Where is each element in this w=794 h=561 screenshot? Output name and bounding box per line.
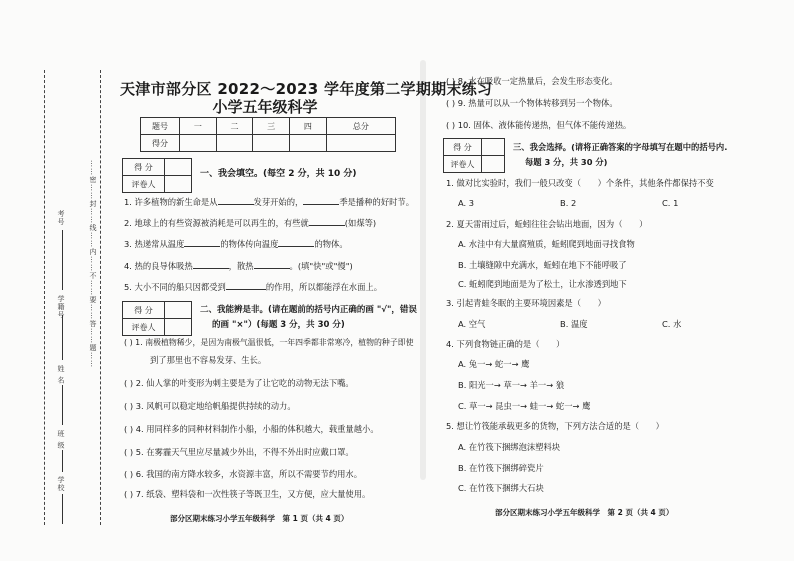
section1-heading: 一、我会填空。(每空 2 分，共 10 分)	[200, 169, 357, 179]
name-field[interactable]	[62, 385, 63, 425]
exam-title: 天津市部分区 2022～2023 学年度第二学期期末练习	[120, 80, 493, 98]
grader-cell[interactable]	[165, 319, 192, 336]
answer-blank[interactable]	[218, 196, 254, 205]
page-footer-1: 部分区期末练习小学五年级科学 第 1 页（共 4 页）	[170, 514, 349, 523]
s3-q1-option-a[interactable]: A. 3	[458, 198, 475, 208]
s3-question-2: 2. 夏天雷雨过后，蚯蚓往往会钻出地面，因为（ ）	[446, 219, 648, 229]
s2-question-8: ( ) 8. 水在吸收一定热量后，会发生形态变化。	[446, 76, 618, 86]
score-cell[interactable]	[216, 135, 253, 152]
s3-q5-option-a[interactable]: A. 在竹筏下捆绑泡沫塑料块	[458, 442, 561, 452]
s1-question-3: 3. 热递常从温度 的物体传向温度 的物体。	[124, 239, 348, 249]
s3-q2-option-c[interactable]: C. 蚯蚓爬到地面是为了松土，让水渗透到地下	[458, 279, 627, 289]
s3-q3-option-a[interactable]: A. 空气	[458, 319, 486, 329]
name-label: 姓 名	[57, 365, 65, 385]
binding-strip	[40, 70, 115, 525]
score-table	[140, 117, 396, 152]
grader-cell[interactable]	[165, 176, 192, 193]
grader-label: 评卷人	[123, 319, 165, 336]
grader-score-cell[interactable]	[165, 159, 192, 176]
s3-q1-option-c[interactable]: C. 1	[662, 198, 679, 208]
s2-question-5: ( ) 5. 在雾霾天气里应尽量减少外出，不得不外出时应戴口罩。	[124, 447, 354, 457]
score-col-3: 三	[253, 118, 290, 135]
class-label: 班 级	[57, 430, 65, 450]
section3-heading: 三、我会选择。(请将正确答案的字母填写在题中的括号内.	[513, 142, 728, 152]
score-col-total: 总分	[326, 118, 395, 135]
s2-question-9: ( ) 9. 热量可以从一个物体转移到另一个物体。	[446, 98, 618, 108]
s2-question-7: ( ) 7. 纸袋、塑料袋和一次性筷子等既卫生，又方便，应大量使用。	[124, 489, 371, 499]
section2-heading-cont: 的画 "×"）(每题 3 分，共 30 分)	[212, 320, 345, 330]
s2-question-6: ( ) 6. 我国的南方降水较多，水资源丰富，所以不需要节约用水。	[124, 469, 363, 479]
s2-question-3: ( ) 3. 风帆可以稳定地给帆船提供持续的动力。	[124, 401, 296, 411]
score-col-1: 一	[180, 118, 217, 135]
s3-q2-option-b[interactable]: B. 土壤缝隙中充满水，蚯蚓在地下不能呼吸了	[458, 260, 627, 270]
s1-question-4: 4. 热的良导体吸热 ，散热 。(填"快"或"慢")	[124, 261, 353, 271]
grader-score-label: 得 分	[123, 159, 165, 176]
answer-blank[interactable]	[226, 281, 266, 290]
page-fold-shadow	[420, 60, 426, 480]
answer-blank[interactable]	[193, 260, 229, 269]
s3-q4-option-c[interactable]: C. 草一→ 昆虫一→ 蛙一→ 蛇一→ 鹰	[458, 401, 591, 411]
s3-q5-option-b[interactable]: B. 在竹筏下捆绑碎瓷片	[458, 463, 544, 473]
grader-box-3	[443, 138, 505, 173]
grader-box-1	[122, 158, 192, 193]
s3-q3-option-c[interactable]: C. 水	[662, 319, 682, 329]
s3-question-3: 3. 引起青蛙冬眠的主要环境因素是（ ）	[446, 298, 606, 308]
s2-question-4: ( ) 4. 用同样多的同种材料制作小船，小船的体积越大，载重量越小。	[124, 424, 379, 434]
score-row-label: 得分	[141, 135, 180, 152]
s3-question-4: 4. 下列食物链正确的是（ ）	[446, 339, 565, 349]
answer-blank[interactable]	[184, 238, 220, 247]
answer-blank[interactable]	[303, 196, 339, 205]
grader-box-2	[122, 301, 192, 336]
score-cell[interactable]	[290, 135, 327, 152]
grader-label: 评卷人	[444, 156, 482, 173]
grader-score-label: 得 分	[123, 302, 165, 319]
grader-score-cell[interactable]	[165, 302, 192, 319]
answer-blank[interactable]	[309, 217, 345, 226]
score-cell[interactable]	[180, 135, 217, 152]
binding-warning: ……密……封……线……内……不……要……答……题……	[89, 160, 97, 368]
student-id-field[interactable]	[62, 315, 63, 360]
page-footer-2: 部分区期末练习小学五年级科学 第 2 页（共 4 页）	[495, 508, 674, 517]
s3-q2-option-a[interactable]: A. 水洼中有大量腐殖质，蚯蚓爬到地面寻找食物	[458, 239, 635, 249]
s1-question-5: 5. 大小不同的船只因都受到 的作用，所以都能浮在水面上。	[124, 282, 382, 292]
score-table-header: 题号	[141, 118, 180, 135]
s2-question-1: ( ) 1. 南极植物稀少，是因为南极气温很低，一年四季都非常寒冷，植物的种子即使	[124, 338, 414, 347]
exam-no-label: 考号	[57, 210, 65, 226]
binding-dashed-line-inner	[100, 70, 101, 525]
grader-score-cell[interactable]	[482, 139, 505, 156]
s3-question-5: 5. 想让竹筏能承载更多的货物，下列方法合适的是（ ）	[446, 421, 664, 431]
s3-q4-option-a[interactable]: A. 兔一→ 蛇一→ 鹰	[458, 359, 530, 369]
score-cell[interactable]	[326, 135, 395, 152]
s3-q5-option-c[interactable]: C. 在竹筏下捆绑大石块	[458, 483, 544, 493]
score-col-2: 二	[216, 118, 253, 135]
binding-dashed-line	[44, 70, 45, 525]
grader-label: 评卷人	[123, 176, 165, 193]
section2-heading: 二、我能辨是非。(请在题前的括号内正确的画 "√"，错误	[200, 305, 417, 315]
school-field[interactable]	[62, 494, 63, 524]
answer-blank[interactable]	[254, 260, 290, 269]
grader-cell[interactable]	[482, 156, 505, 173]
s3-q1-option-b[interactable]: B. 2	[560, 198, 577, 208]
s1-question-1: 1. 许多植物的新生命是从 发芽开始的， 季是播种的好时节。	[124, 197, 415, 207]
s2-question-1-cont: 到了那里也不容易发芽、生长。	[150, 355, 267, 365]
s2-question-2: ( ) 2. 仙人掌的叶变形为刺主要是为了让它吃的动物无法下嘴。	[124, 378, 354, 388]
school-label: 学校	[57, 476, 65, 492]
answer-blank[interactable]	[278, 238, 314, 247]
score-col-4: 四	[290, 118, 327, 135]
s1-question-2: 2. 地球上的有些资源被消耗是可以再生的，有些就 (如煤等)	[124, 218, 377, 228]
exam-no-field[interactable]	[62, 230, 63, 290]
s3-q4-option-b[interactable]: B. 阳光一→ 草一→ 羊一→ 狼	[458, 380, 565, 390]
exam-subtitle: 小学五年级科学	[212, 98, 318, 116]
s3-question-1: 1. 做对比实验时，我们一般只改变（ ）个条件，其他条件都保持不变	[446, 178, 714, 188]
student-id-label: 学籍号	[57, 295, 65, 319]
class-field[interactable]	[62, 450, 63, 472]
score-cell[interactable]	[253, 135, 290, 152]
section3-heading-cont: 每题 3 分，共 30 分)	[525, 157, 608, 167]
s3-q3-option-b[interactable]: B. 温度	[560, 319, 588, 329]
s2-question-10: ( ) 10. 固体、液体能传递热，但气体不能传递热。	[446, 120, 632, 130]
grader-score-label: 得 分	[444, 139, 482, 156]
